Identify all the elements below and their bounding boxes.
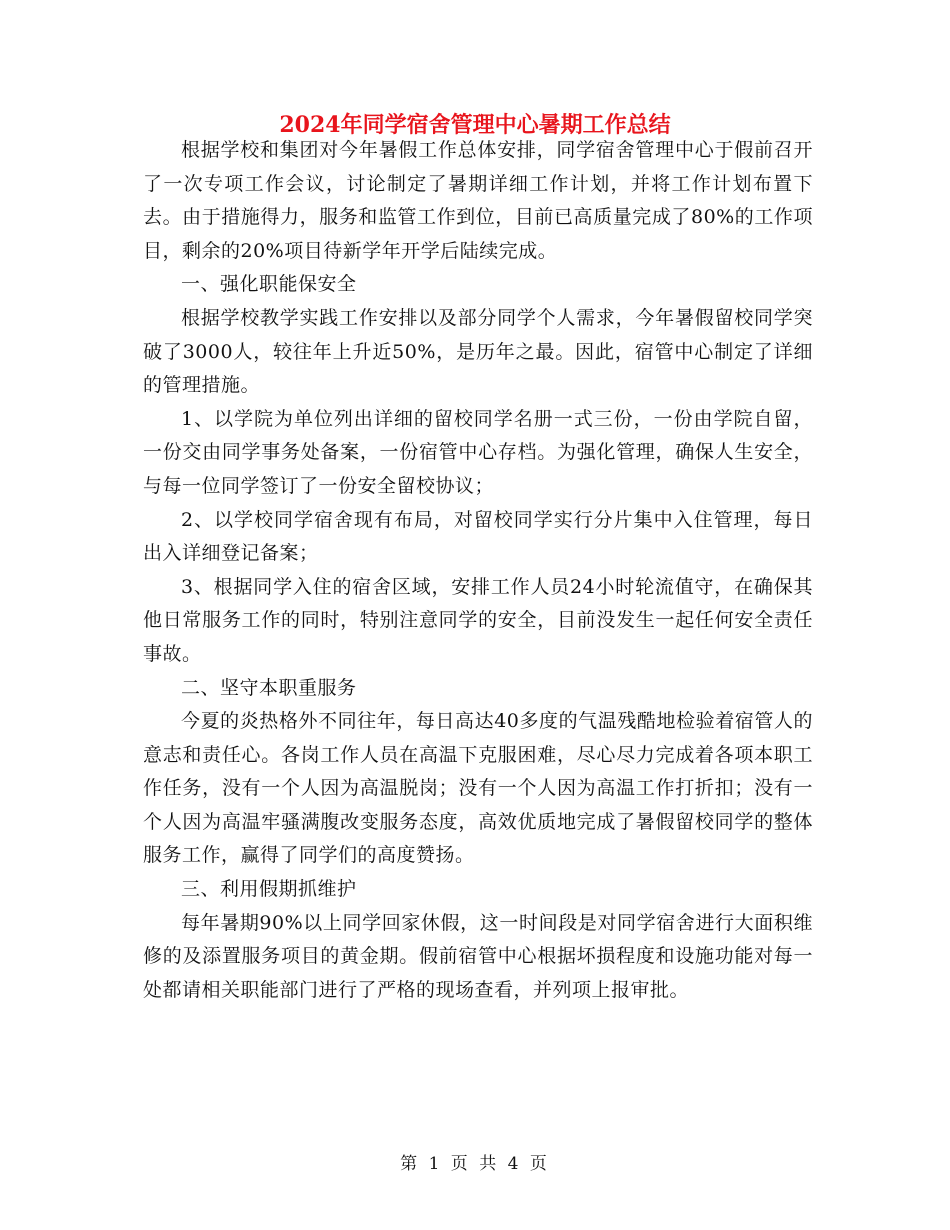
section-1-item-2: 2、以学校同学宿舍现有布局，对留校同学实行分片集中入住管理，每日出入详细登记备案； bbox=[143, 508, 813, 565]
section-3-heading: 三、利用假期抓维护 bbox=[181, 878, 357, 901]
section-3-paragraph: 每年暑期90%以上同学回家休假，这一时间段是对同学宿舍进行大面积维修的及添置服务项目的黄金期。假前宿管中心根据坏损程度和设施功能对每一处都请相关职能部门进行了严格的现场查看，并列项上报审批。 bbox=[143, 911, 813, 1001]
intro-paragraph: 根据学校和集团对今年暑假工作总体安排，同学宿舍管理中心于假前召开了一次专项工作会议，讨论制定了暑期详细工作计划，并将工作计划布置下去。由于措施得力，服务和监管工作到位，目前已高质量完成了80%的工作项目，剩余的20%项目待新学年开学后陆续完成。 bbox=[143, 139, 813, 262]
page-footer: 第 1 页 共 4 页 bbox=[400, 1154, 550, 1174]
section-1-item-1: 1、以学院为单位列出详细的留校同学名册一式三份，一份由学院自留，一份交由同学事务处备案，一份宿管中心存档。为强化管理，确保人生安全，与每一位同学签订了一份安全留校协议； bbox=[143, 407, 813, 497]
section-2-paragraph: 今夏的炎热格外不同往年，每日高达40多度的气温残酷地检验着宿管人的意志和责任心。各岗工作人员在高温下克服困难，尽心尽力完成着各项本职工作任务，没有一个人因为高温脱岗；没有一个人因为高温工作打折扣；没有一个人因为高温牢骚满腹改变服务态度，高效优质地完成了暑假留校同学的整体服务工作，赢得了同学们的高度赞扬。 bbox=[143, 710, 813, 867]
document-body bbox=[143, 134, 813, 1007]
section-1-paragraph: 根据学校教学实践工作安排以及部分同学个人需求，今年暑假留校同学突破了3000人，较往年上升近50%，是历年之最。因此，宿管中心制定了详细的管理措施。 bbox=[143, 306, 813, 397]
section-1-heading: 一、强化职能保安全 bbox=[181, 273, 357, 296]
section-2-heading: 二、坚守本职重服务 bbox=[181, 676, 357, 699]
section-1-item-3: 3、根据同学入住的宿舍区域，安排工作人员24小时轮流值守，在确保其他日常服务工作的同时，特别注意同学的安全，目前没发生一起任何安全责任事故。 bbox=[143, 575, 813, 665]
page-title: 2024年同学宿舍管理中心暑期工作总结 bbox=[279, 112, 671, 138]
